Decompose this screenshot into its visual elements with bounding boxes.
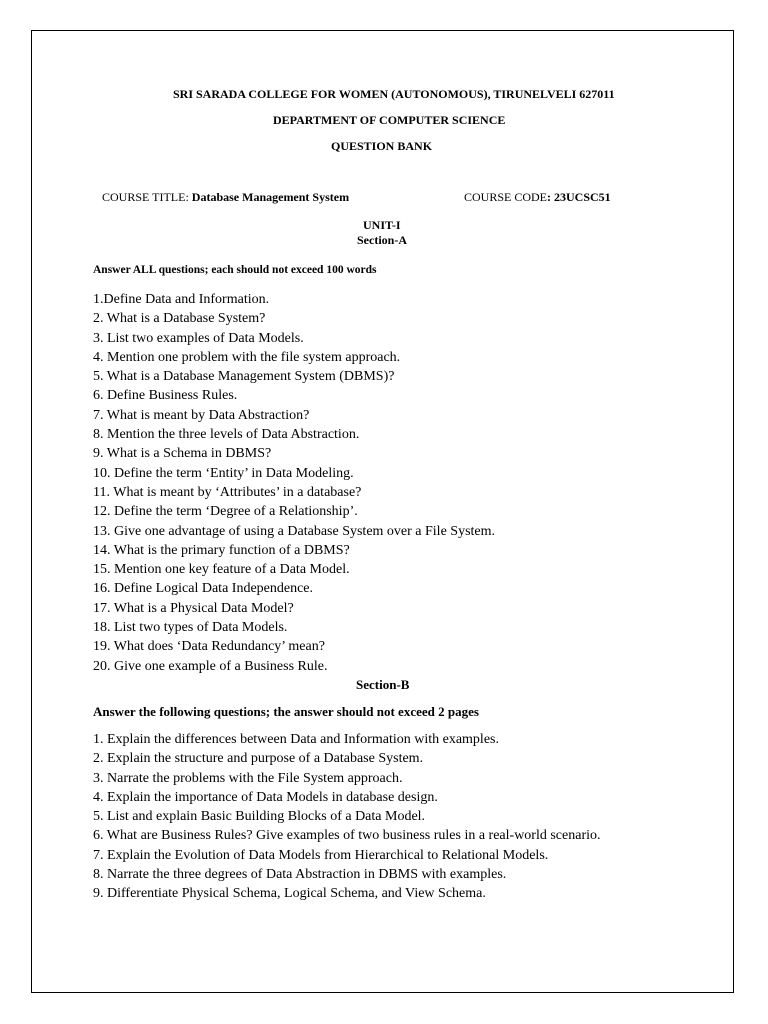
section-b-heading: Section-B — [356, 677, 410, 692]
course-title — [102, 191, 349, 203]
question-item: 8. Narrate the three degrees of Data Abstraction in DBMS with examples. — [93, 867, 507, 883]
question-item: 1. Explain the differences between Data and Information with examples. — [93, 732, 499, 747]
question-item: 19. What does ‘Data Redundancy’ mean? — [93, 639, 325, 655]
section-a-instruction: Answer ALL questions; each should not exceed 100 words — [93, 264, 377, 276]
section-b-question-list — [93, 730, 601, 904]
course-title-label: COURSE TITLE: — [102, 190, 192, 204]
section-a-heading: Section-A — [357, 233, 407, 247]
question-item: 13. Give one advantage of using a Database System over a File System. — [93, 523, 496, 539]
question-item: 6. Define Business Rules. — [93, 388, 238, 404]
question-item: 7. What is meant by Data Abstraction? — [93, 407, 310, 423]
department-name: DEPARTMENT OF COMPUTER SCIENCE — [273, 113, 506, 127]
question-item: 16. Define Logical Data Independence. — [93, 581, 314, 597]
section-a-question-list — [93, 290, 495, 676]
question-item: 15. Mention one key feature of a Data Model. — [93, 562, 350, 578]
course-code — [464, 191, 611, 203]
question-item: 9. Differentiate Physical Schema, Logical Schema, and View Schema. — [93, 886, 486, 902]
question-item: 7. Explain the Evolution of Data Models from Hierarchical to Relational Models. — [93, 847, 549, 863]
course-code-value: : 23UCSC51 — [547, 190, 611, 204]
question-item: 17. What is a Physical Data Model? — [93, 600, 294, 616]
question-item: 2. Explain the structure and purpose of a Database System. — [93, 751, 424, 767]
unit-heading: UNIT-I — [363, 218, 401, 232]
question-item: 3. List two examples of Data Models. — [93, 330, 304, 346]
question-item: 9. What is a Schema in DBMS? — [93, 446, 272, 462]
course-title-value: Database Management System — [191, 190, 350, 204]
question-item: 12. Define the term ‘Degree of a Relationship’. — [93, 504, 358, 520]
question-item: 4. Explain the importance of Data Models in database design. — [93, 789, 438, 805]
question-item: 3. Narrate the problems with the File System approach. — [93, 770, 403, 786]
question-item: 11. What is meant by ‘Attributes’ in a database? — [93, 484, 362, 500]
question-item: 10. Define the term ‘Entity’ in Data Modeling. — [93, 465, 354, 481]
question-item: 1.Define Data and Information. — [93, 292, 270, 307]
question-item: 6. What are Business Rules? Give examples of two business rules in a real-world scenario. — [93, 828, 601, 844]
question-item: 18. List two types of Data Models. — [93, 620, 288, 636]
question-item: 2. What is a Database System? — [93, 311, 266, 327]
document-type: QUESTION BANK — [331, 139, 433, 153]
question-item: 5. List and explain Basic Building Blocks of a Data Model. — [93, 809, 426, 825]
course-code-label: COURSE CODE — [464, 190, 548, 204]
question-item: 8. Mention the three levels of Data Abstraction. — [93, 427, 360, 443]
question-item: 4. Mention one problem with the file system approach. — [93, 349, 401, 365]
college-name: SRI SARADA COLLEGE FOR WOMEN (AUTONOMOUS), TIRUNELVELI 627011 — [173, 87, 615, 101]
question-item: 20. Give one example of a Business Rule. — [93, 658, 328, 674]
section-b-instruction: Answer the following questions; the answer should not exceed 2 pages — [93, 704, 479, 719]
question-item: 14. What is the primary function of a DBMS? — [93, 542, 350, 558]
question-item: 5. What is a Database Management System (DBMS)? — [93, 369, 395, 385]
